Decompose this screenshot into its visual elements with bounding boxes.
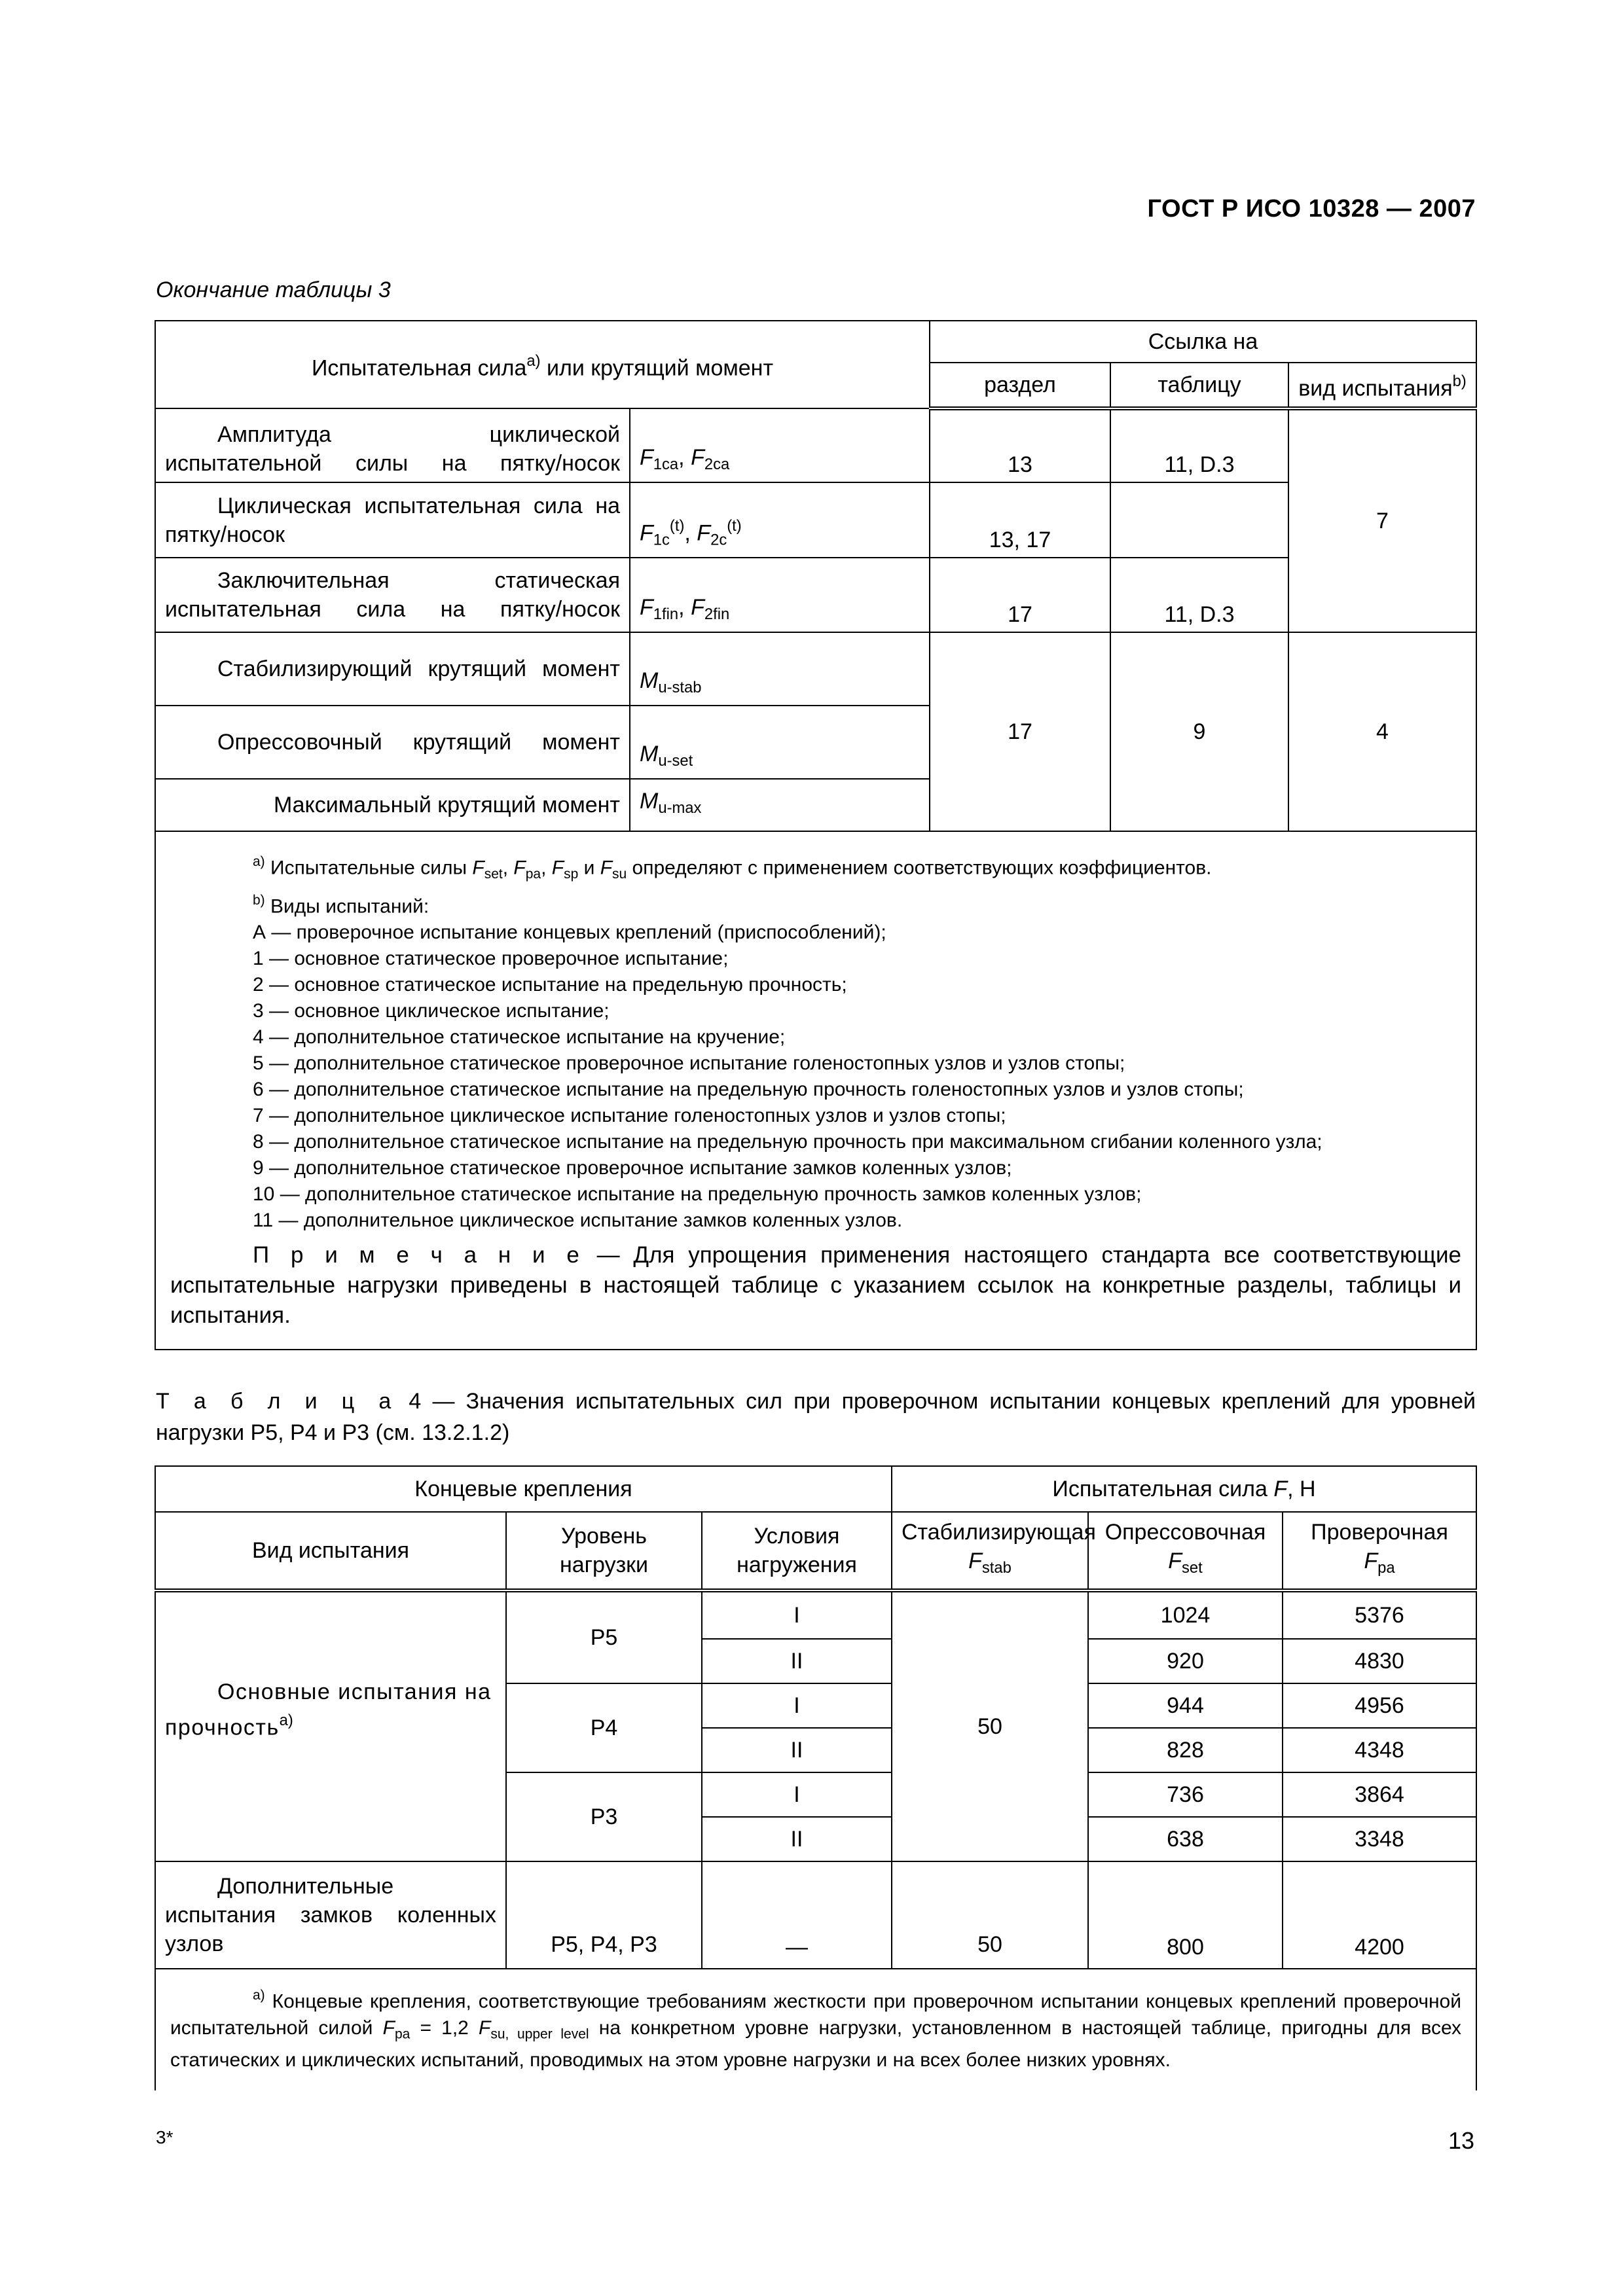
t4-set-value: 944 — [1088, 1683, 1283, 1728]
t4-condition: I — [702, 1683, 892, 1728]
t3-test-type-item: 10 — дополнительное статическое испытание на предельную прочность замков коленных узлов; — [253, 1183, 1142, 1206]
t3-row-section: 17 — [930, 558, 1110, 632]
t4-head-conditions: Условия нагружения — [702, 1512, 892, 1590]
t3-row-table: 11, D.3 — [1110, 408, 1288, 482]
t3-test-type-item: 11 — дополнительное циклическое испытание замков коленных узлов. — [253, 1210, 903, 1232]
t3-test-type-item: 6 — дополнительное статическое испытание на предельную прочность голеностопных узлов и узлов стопы; — [253, 1079, 1244, 1101]
table3 — [155, 320, 1477, 1350]
t3-head-reference: Ссылка на — [930, 321, 1476, 363]
t4-check-value: 4830 — [1283, 1639, 1476, 1683]
t3-test-type-item: 9 — дополнительное статическое проверочное испытание замков коленных узлов; — [253, 1157, 1012, 1179]
t3-group2-test-type: 4 — [1288, 632, 1476, 831]
t4-level: Р4 — [506, 1683, 702, 1772]
t4-condition: I — [702, 1590, 892, 1639]
table3-caption: Окончание таблицы 3 — [156, 278, 391, 302]
t3-test-type-item: 5 — дополнительное статическое проверочное испытание голеностопных узлов и узлов стопы; — [253, 1052, 1125, 1075]
t4-main-tests-label: Основные испытания на прочность$^{a)}$ — [155, 1590, 506, 1861]
t4-footnote-text: $^{a)}$ Концевые крепления, соответствующие требованиям жесткости при проверочном испытании концевых креплений проверочной испытательной силой $F_{pa} = 1,2$ $F_{su, upper level}$ на конкретном уровне нагрузки, установленном в настоящей таблице, пригодны для всех статических и циклических испытаний, проводимых на этом уровне нагрузки и на всех более низких уровнях. — [170, 1988, 1461, 2071]
t3-note: П р и м е ч а н и е — Для упрощения применения настоящего стандарта все соответствующие испытательные нагрузки приведены в настоящей таблице с указанием ссылок на конкретные разделы, таблицы и испытания. — [170, 1242, 1462, 1329]
t4-condition: II — [702, 1728, 892, 1772]
t4-level: Р5 — [506, 1590, 702, 1683]
t3-row-symbol: $M_{u-max}$ — [630, 779, 930, 831]
t3-test-type-item: 8 — дополнительное статическое испытание на предельную прочность при максимальном сгибании коленного узла; — [253, 1131, 1322, 1153]
t3-head-section: раздел — [930, 363, 1110, 408]
t4-head-check: Проверочная $F_{pa}$ — [1283, 1512, 1476, 1590]
t4-condition: I — [702, 1772, 892, 1817]
t3-row-symbol: $F_{1c}^{(t)}$, $F_{2c}^{(t)}$ — [630, 482, 930, 558]
t3-row-name: Заключительная статическая испытательная сила на пятку/носок — [155, 558, 630, 632]
t4-extra-level: Р5, Р4, Р3 — [506, 1861, 702, 1969]
page-number: 13 — [1448, 2127, 1474, 2154]
t4-check-value: 4348 — [1283, 1728, 1476, 1772]
t3-group1-test-type: 7 — [1288, 408, 1476, 632]
t3-group2-section: 17 — [930, 632, 1110, 831]
t4-head-test-force: Испытательная сила F, Н — [892, 1466, 1476, 1512]
t4-extra-label: Дополнительные испытания замков коленных узлов — [155, 1861, 506, 1969]
t4-head-load-level: Уровень нагрузки — [506, 1512, 702, 1590]
t3-row-section: 13, 17 — [930, 482, 1110, 558]
t3-row-name: Стабилизирующий крутящий момент — [155, 632, 630, 706]
t3-row-symbol: $F_{1ca}$, $F_{2ca}$ — [630, 408, 930, 482]
t4-set-value: 828 — [1088, 1728, 1283, 1772]
t3-row-symbol: $M_{u-set}$ — [630, 706, 930, 779]
t4-extra-stab: 50 — [892, 1861, 1088, 1969]
t4-head-end-fittings: Концевые крепления — [155, 1466, 892, 1512]
t3-row-symbol: $M_{u-stab}$ — [630, 632, 930, 706]
t4-set-value: 638 — [1088, 1817, 1283, 1861]
t3-head-test-type: вид испытания$^{b)}$ — [1288, 363, 1476, 408]
standard-header: ГОСТ Р ИСО 10328 — 2007 — [1147, 195, 1476, 223]
t4-head-pressing: Опрессовочная $F_{set}$ — [1088, 1512, 1283, 1590]
t4-check-value: 3864 — [1283, 1772, 1476, 1817]
t4-head-test-kind: Вид испытания — [155, 1512, 506, 1590]
t3-row-section: 13 — [930, 408, 1110, 482]
t3-group2-table: 9 — [1110, 632, 1288, 831]
t3-test-type-item: А — проверочное испытание концевых креплений (приспособлений); — [253, 922, 886, 944]
table4-title: Т а б л и ц а 4 — Значения испытательных сил при проверочном испытании концевых креплений для уровней нагрузки Р5, Р4 и Р3 (см. 13.2.1.2) — [156, 1389, 1476, 1445]
t3-footnotes — [155, 831, 1476, 1350]
t4-condition: II — [702, 1817, 892, 1861]
t3-head-table: таблицу — [1110, 363, 1288, 408]
t3-test-type-item: 2 — основное статическое испытание на предельную прочность; — [253, 974, 847, 996]
t3-footnote-a: $^{a)}$ Испытательные силы $F_{set}$, $F_{pa}$, $F_{sp}$ и $F_{su}$ определяют с применением соответствующих коэффициентов. — [253, 854, 1212, 882]
t4-check-value: 4956 — [1283, 1683, 1476, 1728]
t4-set-value: 920 — [1088, 1639, 1283, 1683]
t3-row-symbol: $F_{1fin}$, $F_{2fin}$ — [630, 558, 930, 632]
t4-extra-check: 4200 — [1283, 1861, 1476, 1969]
table4 — [155, 1465, 1477, 2090]
t3-test-type-item: 1 — основное статическое проверочное испытание; — [253, 948, 729, 970]
t4-condition: II — [702, 1639, 892, 1683]
t3-row-name: Циклическая испытательная сила на пятку/носок — [155, 482, 630, 558]
t4-head-stabilizing: Стабилизирующая $F_{stab}$ — [892, 1512, 1088, 1590]
t3-test-type-item: 4 — дополнительное статическое испытание на кручение; — [253, 1026, 786, 1049]
t3-test-type-item: 3 — основное циклическое испытание; — [253, 1000, 610, 1022]
t3-row-name: Максимальный крутящий момент — [155, 779, 630, 831]
t3-head-force: Испытательная сила$^{a)}$ или крутящий момент — [155, 321, 930, 408]
t3-row-name: Опрессовочный крутящий момент — [155, 706, 630, 779]
t4-level: Р3 — [506, 1772, 702, 1861]
t4-main-stab: 50 — [892, 1590, 1088, 1861]
t3-test-type-item: 7 — дополнительное циклическое испытание голеностопных узлов и узлов стопы; — [253, 1105, 1006, 1127]
page-mark: 3* — [156, 2127, 173, 2147]
t3-row-table — [1110, 482, 1288, 558]
t4-extra-set: 800 — [1088, 1861, 1283, 1969]
t4-set-value: 736 — [1088, 1772, 1283, 1817]
t3-row-table: 11, D.3 — [1110, 558, 1288, 632]
t4-set-value: 1024 — [1088, 1590, 1283, 1639]
t4-check-value: 5376 — [1283, 1590, 1476, 1639]
t4-footnote — [155, 1969, 1476, 2090]
t3-row-name: Амплитуда циклической испытательной силы на пятку/носок — [155, 408, 630, 482]
t3-footnote-b: $^{b)}$ Виды испытаний: — [253, 892, 429, 918]
t4-extra-condition: — — [702, 1861, 892, 1969]
t4-check-value: 3348 — [1283, 1817, 1476, 1861]
